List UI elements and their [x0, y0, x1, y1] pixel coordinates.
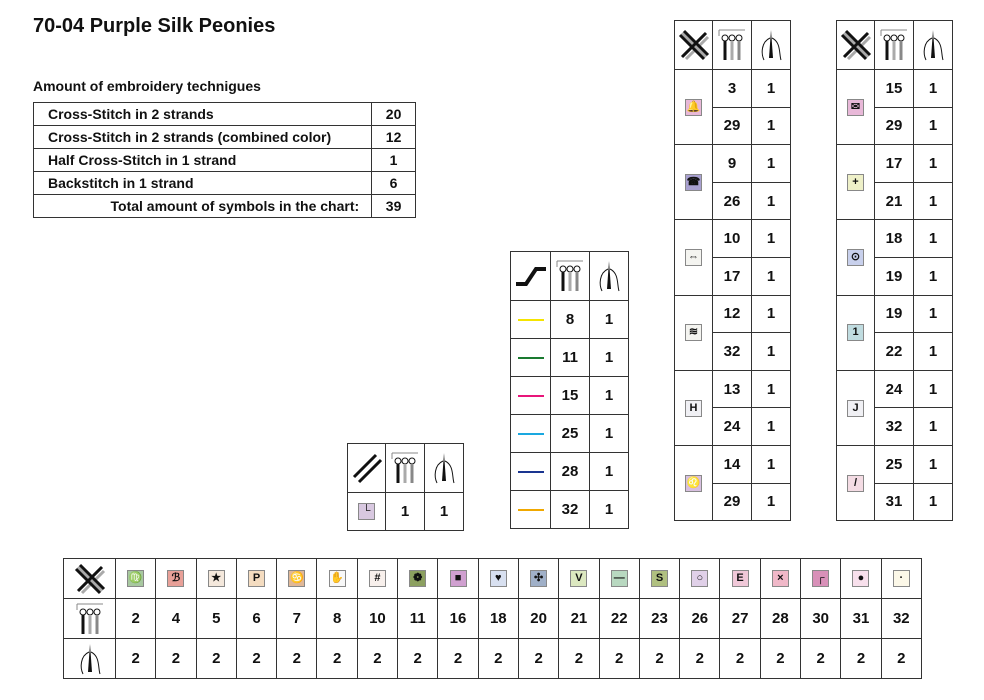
floss-number: 7	[292, 610, 301, 627]
table-row	[511, 415, 629, 453]
stitch-symbol: ×	[772, 570, 789, 587]
floss-number: 19	[885, 305, 903, 323]
strand-count: 1	[928, 418, 938, 436]
backstitch-color-line	[518, 509, 544, 511]
floss-number: 32	[561, 501, 579, 518]
half-cross-icon	[351, 452, 383, 484]
floss-number: 23	[651, 610, 668, 627]
floss-number: 31	[885, 493, 903, 511]
backstitch-color-line	[518, 357, 544, 359]
strand-count: 1	[766, 154, 776, 172]
floss-number-icon	[879, 28, 909, 62]
floss-number: 18	[489, 610, 507, 627]
stitch-symbol: ■	[450, 570, 467, 587]
floss-number: 29	[723, 493, 741, 511]
strand-count: 1	[928, 117, 938, 135]
floss-number: 25	[561, 425, 579, 442]
stitch-symbol: +	[847, 174, 864, 191]
needle-strands-icon	[759, 28, 783, 62]
floss-number: 28	[772, 610, 789, 627]
floss-number: 11	[409, 610, 426, 627]
symbol-row	[64, 559, 922, 599]
stitch-symbol: #	[369, 570, 386, 587]
strand-count: 1	[928, 79, 938, 97]
floss-number: 32	[892, 610, 910, 627]
strand-count: 1	[928, 305, 938, 323]
table-row	[511, 377, 629, 415]
strand-count: 2	[534, 650, 543, 667]
strand-count: 1	[766, 418, 776, 436]
floss-number: 10	[723, 230, 741, 248]
floss-number: 22	[610, 610, 628, 627]
table-row	[675, 145, 791, 183]
stitch-symbol: ♥	[490, 570, 507, 587]
strand-count: 1	[604, 349, 614, 366]
floss-number: 3	[727, 79, 737, 97]
floss-number: 16	[449, 610, 467, 627]
table-row	[675, 445, 791, 483]
header-row	[348, 444, 464, 493]
backstitch-color-line	[518, 319, 544, 321]
technique-count: 20	[385, 106, 402, 122]
floss-number: 21	[570, 610, 588, 627]
strand-count: 1	[604, 425, 614, 442]
summary-row	[34, 149, 416, 172]
strand-count: 1	[604, 463, 614, 480]
strand-count: 1	[766, 455, 776, 473]
floss-number: 26	[691, 610, 709, 627]
floss-number: 2	[131, 610, 140, 627]
strand-count: 1	[928, 230, 938, 248]
strand-count: 2	[735, 650, 745, 667]
strand-count: 1	[604, 311, 614, 328]
floss-number: 6	[252, 610, 261, 627]
floss-number: 24	[885, 380, 903, 398]
strand-count: 2	[856, 650, 866, 667]
table-row	[511, 339, 629, 377]
strand-count: 2	[615, 650, 624, 667]
strand-count: 1	[928, 154, 938, 172]
strand-count: 2	[695, 650, 704, 667]
floss-number: 4	[171, 610, 181, 627]
floss-number: 18	[885, 230, 903, 248]
technique-label: Backstitch in 1 strand	[48, 175, 194, 191]
stitch-symbol: ✋	[329, 570, 346, 587]
stitch-symbol: H	[685, 400, 702, 417]
table-row	[837, 145, 953, 183]
strand-count: 1	[928, 342, 938, 360]
floss-number: 15	[885, 79, 903, 97]
strand-count: 2	[292, 650, 301, 667]
summary-row	[34, 172, 416, 195]
half-cross-table	[347, 443, 464, 531]
floss-number: 24	[723, 418, 741, 436]
stitch-symbol: S	[651, 570, 668, 587]
stitch-symbol: ·	[893, 570, 910, 587]
stitch-symbol: ★	[208, 570, 225, 587]
stitch-symbol: ≋	[685, 324, 702, 341]
strand-count: 1	[928, 192, 938, 210]
strand-count: 2	[212, 650, 221, 667]
floss-number: 29	[885, 117, 903, 135]
floss-number: 8	[332, 610, 342, 627]
header-row	[837, 21, 953, 70]
stitch-symbol: ♌	[685, 475, 702, 492]
table-row	[675, 70, 791, 108]
stitch-symbol: ❁	[409, 570, 426, 587]
needle-strands-icon	[921, 28, 945, 62]
floss-number: 12	[723, 305, 741, 323]
floss-number: 11	[562, 349, 578, 366]
strand-count: 1	[928, 267, 938, 285]
floss-number: 1	[400, 503, 410, 520]
stitch-symbol: /	[847, 475, 864, 492]
page-title: 70-04 Purple Silk Peonies	[33, 15, 276, 37]
table-row	[511, 491, 629, 529]
floss-number: 29	[723, 117, 741, 135]
backstitch-color-line	[518, 395, 544, 397]
strand-count: 1	[766, 493, 776, 511]
strand-count: 1	[766, 267, 776, 285]
stitch-symbol: 1	[847, 324, 864, 341]
floss-number: 5	[212, 610, 221, 627]
combined-color-table-b	[836, 20, 953, 521]
table-row	[511, 453, 629, 491]
strand-count: 2	[252, 650, 261, 667]
table-row	[837, 220, 953, 258]
stitch-symbol: └	[358, 503, 375, 520]
strands-row	[64, 639, 922, 679]
summary-row	[34, 126, 416, 149]
combined-color-table-a	[674, 20, 791, 521]
floss-number-icon	[555, 259, 585, 293]
strand-count: 1	[604, 387, 614, 404]
strand-count: 1	[766, 79, 776, 97]
strand-count: 2	[897, 650, 906, 667]
strand-count: 1	[766, 342, 776, 360]
floss-number: 31	[852, 610, 870, 627]
techniques-summary-table	[33, 102, 416, 218]
strand-count: 2	[776, 650, 785, 667]
summary-row	[34, 103, 416, 126]
floss-number: 25	[885, 455, 903, 473]
total-label: Total amount of symbols in the chart:	[110, 198, 360, 214]
cross-stitch-icon	[74, 563, 106, 595]
floss-number: 14	[723, 455, 741, 473]
floss-number: 20	[530, 610, 547, 627]
technique-count: 6	[389, 175, 398, 191]
cross-stitch-icon	[840, 29, 872, 61]
strand-count: 2	[373, 650, 382, 667]
table-row	[675, 295, 791, 333]
floss-number: 19	[885, 267, 903, 285]
floss-number: 32	[723, 342, 741, 360]
backstitch-color-line	[518, 471, 544, 473]
strand-count: 1	[766, 380, 776, 398]
strand-count: 1	[766, 192, 776, 210]
stitch-symbol: ●	[852, 570, 869, 587]
needle-strands-icon	[432, 451, 456, 485]
stitch-symbol: ♍	[127, 570, 144, 587]
strand-count: 1	[928, 380, 938, 398]
stitch-symbol: ○	[691, 570, 708, 587]
strand-count: 2	[494, 650, 503, 667]
stitch-symbol: ♋	[288, 570, 305, 587]
table-row	[511, 301, 629, 339]
summary-total-row	[34, 195, 416, 218]
floss-number: 32	[885, 418, 903, 436]
stitch-symbol: J	[847, 400, 864, 417]
strand-count: 2	[413, 650, 422, 667]
floss-number: 17	[723, 267, 741, 285]
stitch-symbol: P	[248, 570, 265, 587]
strand-count: 2	[453, 650, 463, 667]
floss-row	[64, 599, 922, 639]
total-count: 39	[385, 198, 402, 214]
table-row	[837, 445, 953, 483]
floss-number: 22	[885, 342, 903, 360]
stitch-symbol: —	[611, 570, 628, 587]
floss-number: 26	[723, 192, 741, 210]
technique-count: 1	[389, 152, 398, 168]
technique-label: Half Cross-Stitch in 1 strand	[48, 152, 237, 168]
floss-number: 10	[369, 610, 386, 627]
floss-number: 27	[731, 610, 749, 627]
needle-strands-icon	[78, 642, 102, 676]
table-row	[837, 295, 953, 333]
header-row	[511, 252, 629, 301]
strand-count: 1	[928, 455, 938, 473]
floss-number: 9	[727, 154, 737, 172]
floss-number: 28	[561, 463, 579, 480]
stitch-symbol: ☎	[685, 174, 702, 191]
table-row	[675, 220, 791, 258]
strand-count: 2	[816, 650, 825, 667]
cross-stitch-icon	[678, 29, 710, 61]
strand-count: 1	[439, 503, 449, 520]
technique-count: 12	[385, 129, 402, 145]
header-row	[675, 21, 791, 70]
stitch-symbol: E	[732, 570, 749, 587]
stitch-symbol: ⇔	[685, 249, 702, 266]
backstitch-color-line	[518, 433, 544, 435]
needle-strands-icon	[597, 259, 621, 293]
strand-count: 1	[766, 230, 776, 248]
section-heading: Amount of embroidery technigues	[33, 78, 261, 94]
strand-count: 2	[171, 650, 181, 667]
stitch-symbol: V	[570, 570, 587, 587]
floss-number: 21	[885, 192, 903, 210]
floss-number: 17	[885, 154, 903, 172]
floss-number: 8	[565, 311, 575, 328]
table-row	[675, 370, 791, 408]
strand-count: 1	[766, 117, 776, 135]
table-row	[837, 70, 953, 108]
floss-number-icon	[717, 28, 747, 62]
strand-count: 1	[604, 501, 614, 518]
floss-number: 15	[561, 387, 579, 404]
stitch-symbol: ℬ	[167, 570, 184, 587]
cross-stitch-table	[63, 558, 922, 679]
table-row	[837, 370, 953, 408]
floss-number-icon	[75, 602, 105, 636]
technique-label: Cross-Stitch in 2 strands	[48, 106, 214, 122]
strand-count: 2	[655, 650, 664, 667]
stitch-symbol: ⊙	[847, 249, 864, 266]
backstitch-icon	[514, 264, 548, 288]
strand-count: 1	[928, 493, 938, 511]
strand-count: 2	[574, 650, 584, 667]
technique-label: Cross-Stitch in 2 strands (combined color)	[48, 129, 332, 145]
floss-number: 13	[723, 380, 741, 398]
backstitch-table	[510, 251, 629, 529]
stitch-symbol: ┌	[812, 570, 829, 587]
strand-count: 2	[131, 650, 140, 667]
table-row	[348, 493, 464, 531]
stitch-symbol: 🔔	[685, 99, 702, 116]
floss-number: 30	[812, 610, 830, 627]
stitch-symbol: ✉	[847, 99, 864, 116]
floss-number-icon	[390, 451, 420, 485]
strand-count: 2	[332, 650, 342, 667]
strand-count: 1	[766, 305, 776, 323]
stitch-symbol: ✣	[530, 570, 547, 587]
